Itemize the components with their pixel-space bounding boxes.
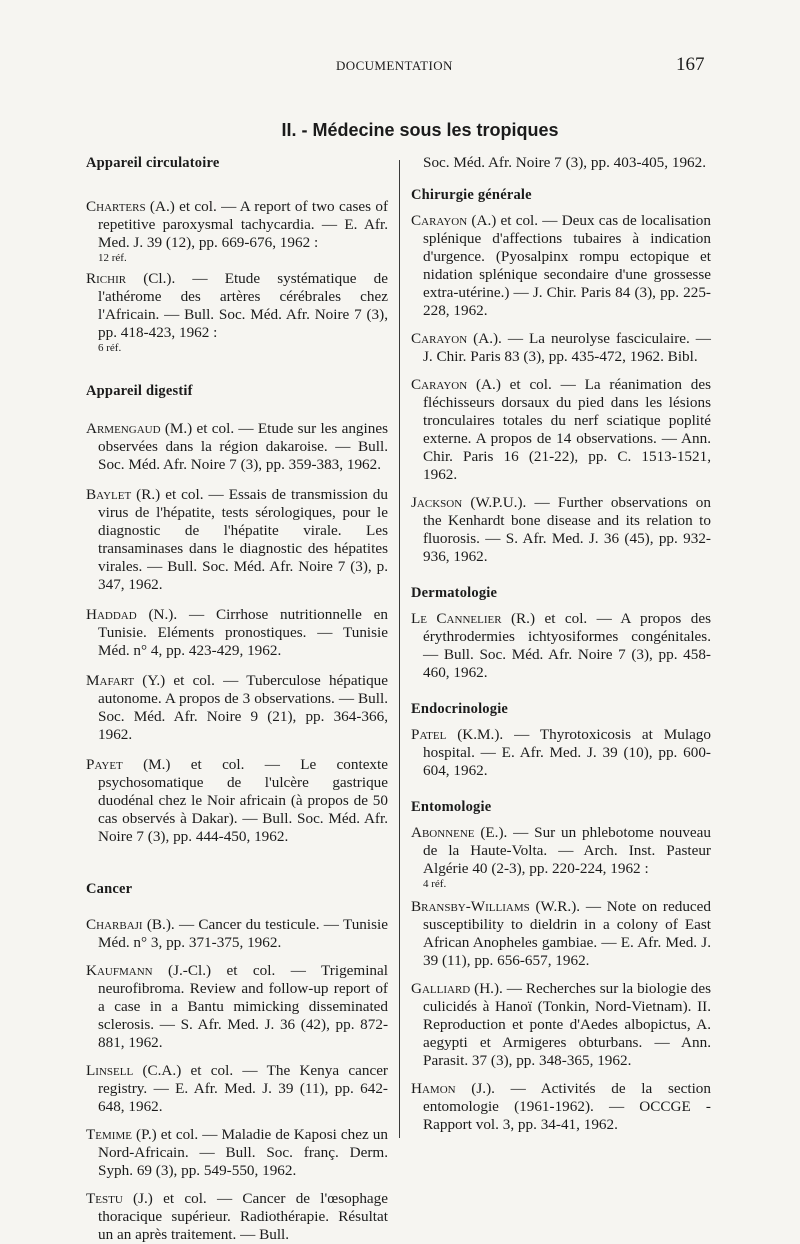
reference-entry (411, 726, 711, 780)
reference-count: 12 réf. (98, 252, 127, 264)
reference-count: 6 réf. (98, 342, 122, 354)
page-number: 167 (676, 54, 705, 75)
section-title: II. - Médecine sous les tropiques (281, 120, 559, 140)
reference-entry (86, 198, 388, 252)
entry-author: Jackson (411, 494, 463, 511)
entry-text: (M.) et col. — Le contexte psychosomatique de l'ulcère gastrique duodénal chez le Noir africain (à propos de 50 cas observés à Dakar). — Bull. Soc. Méd. Afr. Noire 7 (3), pp. 444-450, 1962. (98, 756, 388, 845)
reference-entry (411, 824, 711, 878)
reference-entry (86, 1062, 388, 1116)
entry-text: (J.) et col. — Cancer de l'œsophage thoracique supérieur. Radiothérapie. Résultat un an après traitement. — Bull. (98, 1190, 388, 1243)
entry-text: (J.-Cl.) et col. — Trigeminal neurofibroma. Review and follow-up report of a case in a Bantu mimicking disseminated sclerosis. — S. Afr. Med. J. 36 (42), pp. 872-881, 1962. (98, 962, 388, 1051)
reference-entry (86, 1190, 388, 1244)
entry-author: Richir (86, 270, 127, 287)
reference-entry (411, 1080, 711, 1134)
category-heading: Dermatologie (411, 585, 498, 601)
entry-author: Testu (86, 1190, 123, 1207)
entry-author: Baylet (86, 486, 132, 503)
reference-entry (86, 962, 388, 1052)
reference-count: 4 réf. (423, 878, 447, 890)
entry-text: (A.). — La neurolyse fasciculaire. — J. Chir. Paris 83 (3), pp. 435-472, 1962. Bibl. (423, 330, 711, 365)
category-heading: Entomologie (411, 799, 492, 815)
running-header (0, 56, 800, 78)
category-heading: Appareil digestif (86, 383, 193, 399)
entry-text: (C.A.) et col. — The Kenya cancer registry. — E. Afr. Med. J. 39 (11), pp. 642-648, 1962. (98, 1062, 388, 1115)
right-column (411, 154, 711, 1134)
entry-author: Bransby-Williams (411, 898, 530, 915)
entry-author: Kaufmann (86, 962, 153, 979)
entry-text: (J.). — Activités de la section entomologie (1961-1962). — OCCGE - Rapport vol. 3, pp. 34-41, 1962. (423, 1080, 711, 1133)
entry-author: Hamon (411, 1080, 456, 1097)
category-heading: Appareil circulatoire (86, 155, 220, 171)
reference-entry (86, 756, 388, 846)
category-heading: Endocrinologie (411, 701, 509, 717)
entry-text: (Y.) et col. — Tuberculose hépatique autonome. A propos de 3 observations. — Bull. Soc. Méd. Afr. Noire 9 (21), pp. 364-366, 1962. (98, 672, 388, 743)
reference-entry (411, 376, 711, 484)
column-divider (399, 160, 400, 1138)
reference-entry (86, 606, 388, 660)
entry-text: (W.P.U.). — Further observations on the Kenhardt bone disease and its relation to fluorosis. — S. Afr. Med. J. 36 (45), pp. 932-936, 1962. (423, 494, 711, 565)
entry-text: (A.) et col. — La réanimation des fléchisseurs dorsaux du pied dans les lésions tronculaires totales du nerf sciatique poplité externe. A propos de 14 observations. — Ann. Chir. Paris 16 (21-22), pp. C. 1513-1521, 1962. (423, 376, 711, 483)
entry-text: (N.). — Cirrhose nutritionnelle en Tunisie. Eléments pronostiques. — Tunisie Méd. n° 4, pp. 423-429, 1962. (98, 606, 388, 659)
entry-author: Mafart (86, 672, 135, 689)
reference-entry (411, 494, 711, 566)
reference-entry (411, 330, 711, 366)
category-heading: Cancer (86, 881, 133, 897)
entry-author: Charbaji (86, 916, 143, 933)
reference-entry (411, 980, 711, 1070)
entry-author: Carayon (411, 330, 468, 347)
entry-text: (A.) et col. — A report of two cases of repetitive paroxysmal tachycardia. — E. Afr. Med. J. 39 (12), pp. 669-676, 1962 : (98, 198, 388, 251)
entry-author: Galliard (411, 980, 471, 997)
reference-entry (411, 212, 711, 320)
running-title: DOCUMENTATION (336, 58, 453, 73)
entry-author: Patel (411, 726, 447, 743)
entry-text: (M.) et col. — Etude sur les angines observées dans la région dakaroise. — Bull. Soc. Méd. Afr. Noire 7 (3), pp. 359-383, 1962. (98, 420, 388, 473)
entry-text: (A.) et col. — Deux cas de localisation splénique d'affections tubaires à indication d'urgence. (Pyosalpinx rompu ectopique et nidation splénique secondaire d'une grossesse extra-utérine.) — J. Chir. Paris 84 (3), pp. 225-228, 1962. (423, 212, 711, 319)
entry-text: (W.R.). — Note on reduced susceptibility to dieldrin in a colony of East African Anopheles gambiae. — E. Afr. Med. J. 39 (11), pp. 656-657, 1962. (423, 898, 711, 969)
reference-entry (86, 486, 388, 594)
entry-text: (R.) et col. — A propos des érythrodermies ichtyosiformes congénitales. — Bull. Soc. Méd. Afr. Noire 7 (3), pp. 458-460, 1962. (423, 610, 712, 681)
entry-text: (K.M.). — Thyrotoxicosis at Mulago hospital. — E. Afr. Med. J. 39 (10), pp. 600-604, 1962. (423, 726, 711, 779)
reference-entry (86, 1126, 388, 1180)
entry-author: Armengaud (86, 420, 161, 437)
entry-author: Carayon (411, 376, 468, 393)
entry-author: Carayon (411, 212, 468, 229)
continued-entry: Soc. Méd. Afr. Noire 7 (3), pp. 403-405, 1962. (423, 154, 707, 171)
reference-entry (86, 420, 388, 474)
entry-text: (H.). — Recherches sur la biologie des culicidés à Hanoï (Tonkin, Nord-Vietnam). II. Reproduction et ponte d'Aedes albopictus, A. aegypti et Armigeres obturbans. — Ann. Parasit. 37 (3), pp. 348-365, 1962. (423, 980, 711, 1069)
reference-entry (411, 898, 711, 970)
reference-entry (411, 610, 711, 682)
entry-text: (Cl.). — Etude systématique de l'athérome des artères cérébrales chez l'Africain. — Bull. Soc. Méd. Afr. Noire 7 (3), pp. 418-423, 1962 : (98, 270, 388, 341)
entry-author: Abonnene (411, 824, 475, 841)
entry-author: Payet (86, 756, 123, 773)
entry-author: Linsell (86, 1062, 134, 1079)
entry-text: (P.) et col. — Maladie de Kaposi chez un Nord-Africain. — Bull. Soc. franç. Derm. Syph. 69 (3), pp. 549-550, 1962. (98, 1126, 388, 1179)
category-heading: Chirurgie générale (411, 187, 532, 203)
reference-entry (86, 916, 388, 952)
entry-text: (B.). — Cancer du testicule. — Tunisie Méd. n° 3, pp. 371-375, 1962. (98, 916, 388, 951)
reference-entry (86, 672, 388, 744)
entry-author: Charters (86, 198, 146, 215)
entry-author: Temime (86, 1126, 132, 1143)
reference-entry (86, 270, 388, 342)
entry-author: Le Cannelier (411, 610, 502, 627)
entry-text: (R.) et col. — Essais de transmission du virus de l'hépatite, tests sérologiques, pour le diagnostic de l'hépatite virale. Les transaminases dans le diagnostic des hépatites virales. — Bull. Soc. Méd. Afr. Noire 7 (3), p. 347, 1962. (98, 486, 388, 593)
entry-author: Haddad (86, 606, 137, 623)
entry-text: (E.). — Sur un phlebotome nouveau de la Haute-Volta. — Arch. Inst. Pasteur Algérie 40 (2-3), pp. 220-224, 1962 : (423, 824, 711, 877)
left-column (86, 154, 388, 1244)
